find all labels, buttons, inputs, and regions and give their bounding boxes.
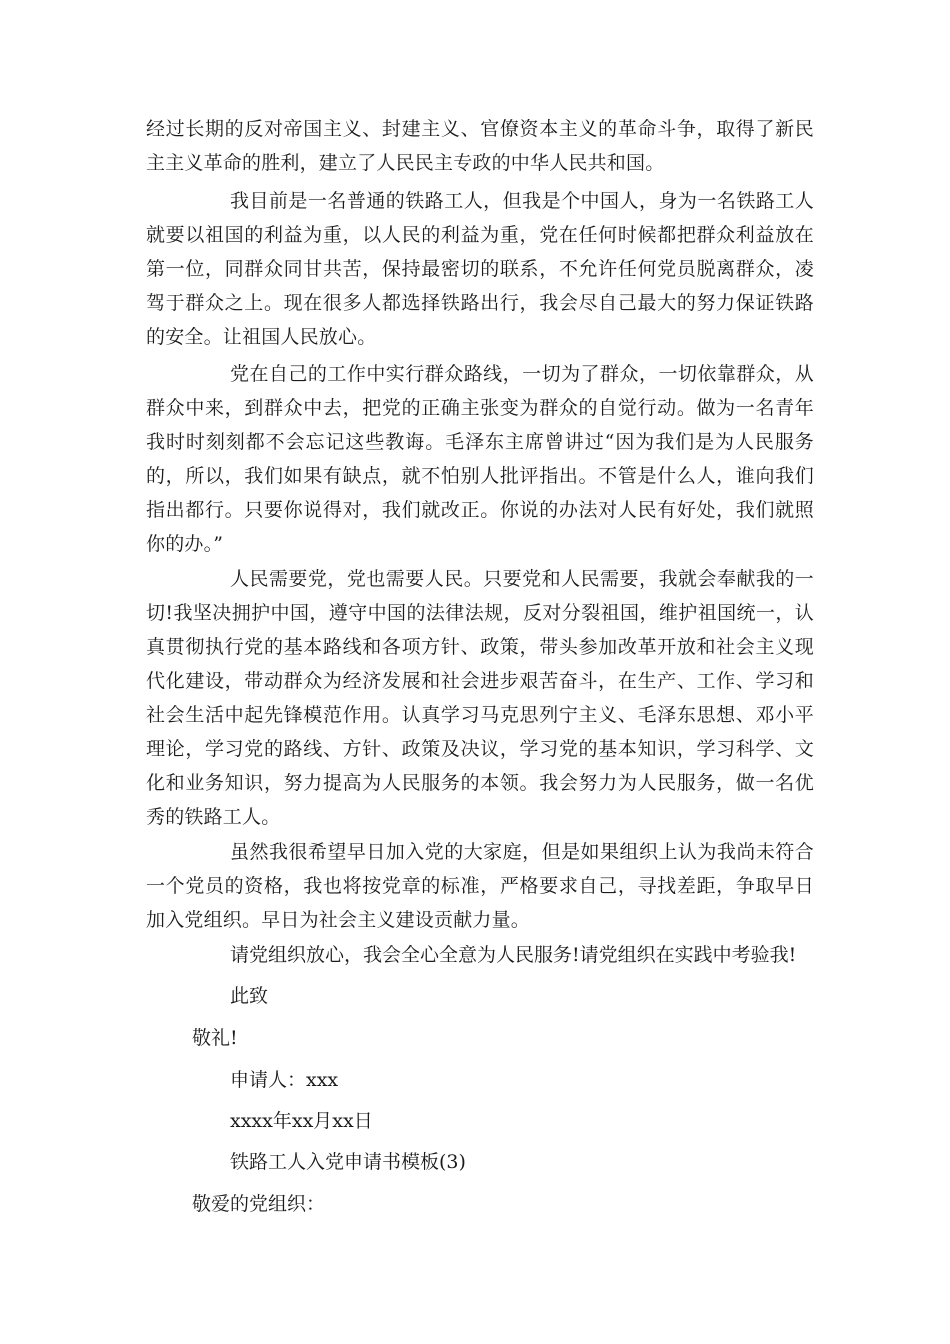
salutation-jing-li: 敬礼! — [192, 1027, 238, 1049]
paragraph-5: 虽然我很希望早日加入党的大家庭，但是如果组织上认为我尚未符合一个党员的资格，我也将按党章的标准，严格要求自己，寻找差距，争取早日加入党组织。早日为社会主义建设贡献力量。 — [146, 841, 814, 931]
next-section-title: 铁路工人入党申请书模板(3) — [230, 1151, 466, 1173]
date-line: xxxx年xx月xx日 — [230, 1110, 373, 1132]
paragraph-1: 经过长期的反对帝国主义、封建主义、官僚资本主义的革命斗争，取得了新民主主义革命的胜利，建立了人民民主专政的中华人民共和国。 — [146, 118, 814, 174]
next-section-greeting: 敬爱的党组织： — [192, 1193, 326, 1215]
paragraph-3: 党在自己的工作中实行群众路线，一切为了群众，一切依靠群众，从群众中来，到群众中去，把党的正确主张变为群众的自觉行动。做为一名青年我时时刻刻都不会忘记这些教诲。毛泽东主席曾讲过“因为我们是为人民服务的，所以，我们如果有缺点，就不怕别人批评指出。不管是什么人，谁向我们指出都行。只要你说得对，我们就改正。你说的办法对人民有好处，我们就照你的办。” — [146, 363, 814, 555]
salutation-ci-zhi: 此致 — [230, 985, 269, 1007]
paragraph-2: 我目前是一名普通的铁路工人，但我是个中国人，身为一名铁路工人就要以祖国的利益为重，以人民的利益为重，党在任何时候都把群众利益放在第一位，同群众同甘共苦，保持最密切的联系，不允许任何党员脱离群众，凌驾于群众之上。现在很多人都选择铁路出行，我会尽自己最大的努力保证铁路的安全。让祖国人民放心。 — [146, 190, 814, 348]
paragraph-4: 人民需要党，党也需要人民。只要党和人民需要，我就会奉献我的一切!我坚决拥护中国，遵守中国的法律法规，反对分裂祖国，维护祖国统一，认真贯彻执行党的基本路线和各项方针、政策，带头参加改革开放和社会主义现代化建设，带动群众为经济发展和社会进步艰苦奋斗，在生产、工作、学习和社会生活中起先锋模范作用。认真学习马克思列宁主义、毛泽东思想、邓小平理论，学习党的路线、方针、政策及决议，学习党的基本知识，学习科学、文化和业务知识，努力提高为人民服务的本领。我会努力为人民服务，做一名优秀的铁路工人。 — [146, 568, 814, 828]
applicant-line: 申请人：xxx — [230, 1069, 339, 1091]
closing-line: 请党组织放心，我会全心全意为人民服务!请党组织在实践中考验我! — [230, 944, 797, 966]
